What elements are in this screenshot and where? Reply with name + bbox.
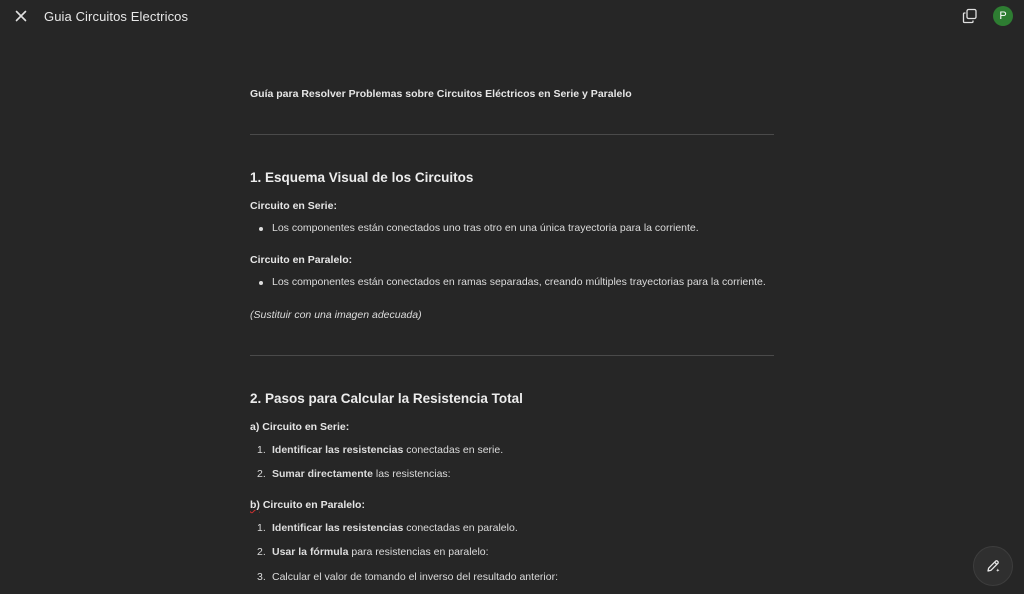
step-number: 2. (257, 546, 266, 558)
step-bold: Identificar las resistencias (272, 522, 404, 534)
paralelo-steps-label (250, 499, 365, 511)
copy-icon (962, 8, 978, 24)
copy-button[interactable] (962, 8, 978, 24)
top-bar (0, 0, 1024, 34)
step-number: 3. (257, 571, 266, 583)
bullet-dot (259, 227, 263, 231)
step-number: 1. (257, 444, 266, 456)
step-text: Calcular el valor de tomando el inverso del resultado anterior: (272, 571, 558, 583)
step-bold: Identificar las resistencias (272, 444, 404, 456)
list-item (272, 571, 558, 583)
list-item (272, 468, 451, 480)
spellcheck-marked-text[interactable]: b) (250, 499, 260, 511)
page-title: Guía para Resolver Problemas sobre Circuitos Eléctricos en Serie y Paralelo (250, 88, 632, 100)
section-heading-1: 1. Esquema Visual de los Circuitos (250, 170, 474, 185)
list-item (272, 546, 489, 558)
edit-button[interactable] (973, 546, 1013, 586)
step-text: conectadas en paralelo. (403, 522, 518, 534)
list-item: Los componentes están conectados en ramas separadas, creando múltiples trayectorias para la corriente. (272, 276, 766, 288)
divider (250, 134, 774, 135)
close-icon (12, 7, 30, 25)
serie-label: Circuito en Serie: (250, 200, 337, 212)
divider (250, 355, 774, 356)
section-heading-2: 2. Pasos para Calcular la Resistencia Total (250, 391, 523, 406)
edit-pencil-icon (985, 558, 1001, 574)
step-number: 2. (257, 468, 266, 480)
list-item (272, 522, 518, 534)
document-title-header: Guia Circuitos Electricos (44, 9, 189, 24)
label-text: Circuito en Paralelo: (259, 499, 365, 511)
paralelo-label: Circuito en Paralelo: (250, 254, 353, 266)
bullet-dot (259, 281, 263, 285)
step-text: para resistencias en paralelo: (348, 546, 489, 558)
step-text: las resistencias: (372, 468, 451, 480)
step-text: conectadas en serie. (403, 444, 504, 456)
image-note: (Sustituir con una imagen adecuada) (250, 309, 422, 321)
step-bold: Usar la fórmula (272, 546, 349, 558)
step-bold: Sumar directamente (272, 468, 373, 480)
list-item (272, 444, 503, 456)
list-item: Los componentes están conectados uno tras otro en una única trayectoria para la corriente. (272, 222, 699, 234)
avatar[interactable]: P (993, 6, 1013, 26)
step-number: 1. (257, 522, 266, 534)
close-button[interactable] (12, 7, 30, 25)
serie-steps-label: a) Circuito en Serie: (250, 421, 350, 433)
